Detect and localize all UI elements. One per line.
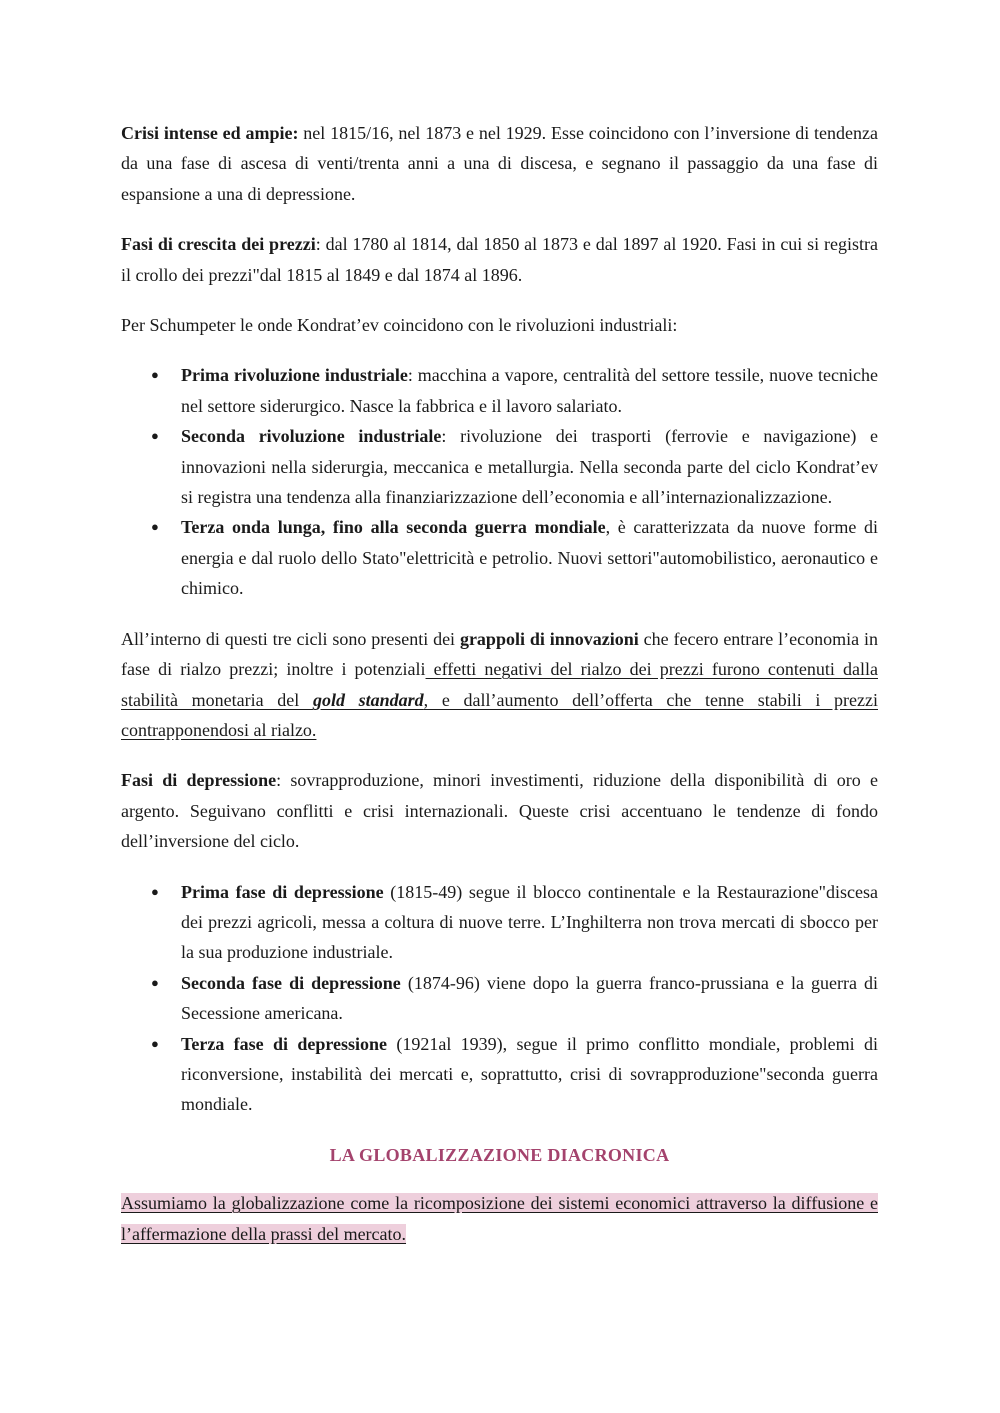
paragraph-globalizzazione: [121, 1188, 878, 1249]
paragraph-text: : dal 1780 al 1814, dal 1850 al 1873 e dal 1897 al 1920. Fasi in cui si registra il crollo dei prezzi"dal 1815 al 1849 e dal 1874 al 1896.: [121, 234, 878, 285]
list-item: [121, 968, 878, 1029]
bullet-icon: ●: [151, 883, 159, 899]
bullet-icon: ●: [151, 1035, 159, 1051]
bold-term: Fasi di crescita dei prezzi: [121, 234, 316, 255]
bold-term: Terza fase di depressione: [181, 1033, 388, 1054]
bold-term: Fasi di depressione: [121, 770, 277, 791]
section-heading: LA GLOBALIZZAZIONE DIACRONICA: [329, 1144, 670, 1165]
list-item: [121, 421, 878, 512]
bold-term: Prima rivoluzione industriale: [181, 365, 408, 386]
highlighted-text: Assumiamo la globalizzazione come la ricomposizione dei sistemi economici attraverso la diffusione e l’affermazione della prassi del mercato.: [121, 1193, 878, 1244]
list-item: [121, 360, 878, 421]
bold-term: Seconda fase di depressione: [181, 972, 401, 993]
bullet-icon: ●: [151, 367, 159, 383]
paragraph-schumpeter: Per Schumpeter le onde Kondrat’ev coincidono con le rivoluzioni industriali:: [121, 315, 678, 336]
bold-term: grappoli di innovazioni: [459, 628, 639, 649]
list-text: : macchina a vapore, centralità del settore tessile, nuove tecniche nel settore siderurgico. Nasce la fabbrica e il lavoro salariato.: [181, 365, 878, 416]
bold-term: Terza onda lunga, fino alla seconda guerra mondiale: [181, 517, 606, 538]
underlined-text: effetti negativi del rialzo dei prezzi furono contenuti dalla stabilità monetaria del: [121, 659, 878, 710]
document-page: [121, 118, 878, 1269]
paragraph-fasi-crescita: [121, 229, 878, 290]
list-item: [121, 877, 878, 968]
paragraph-crisi: [121, 118, 878, 209]
gold-standard-term: gold standard: [312, 689, 424, 710]
paragraph-grappoli: [121, 624, 878, 746]
paragraph-text: che fecero entrare l’economia in fase di rialzo prezzi; inoltre i potenziali: [121, 628, 878, 680]
list-depressioni: [121, 877, 878, 1120]
paragraph-text: nel 1815/16, nel 1873 e nel 1929. Esse coincidono con l’inversione di tendenza da una fase di ascesa di venti/trenta anni a una di discesa, e segnano il passaggio da una fase di espansione a una di depressione.: [121, 123, 879, 204]
bullet-icon: ●: [151, 519, 159, 535]
paragraph-text: All’interno di questi tre cicli sono presenti dei: [121, 628, 460, 649]
paragraph-text: : sovrapproduzione, minori investimenti, riduzione della disponibilità di oro e argento. Seguivano conflitti e crisi internazionali. Queste crisi accentuano le tendenze di fondo dell’inversione del ciclo.: [121, 770, 879, 852]
bold-term: Seconda rivoluzione industriale: [181, 426, 442, 447]
list-text: , è caratterizzata da nuove forme di energia e dal ruolo dello Stato"elettricità e petrolio. Nuovi settori"automobilistico, aeronautico e chimico.: [181, 517, 878, 599]
bold-term: Prima fase di depressione: [181, 881, 384, 902]
list-text: (1815-49) segue il blocco continentale e la Restaurazione"discesa dei prezzi agricoli, messa a coltura di nuove terre. L’Inghilterra non trova mercati di sbocco per la sua produzione industriale.: [181, 881, 879, 963]
bullet-icon: ●: [151, 428, 159, 444]
bold-term: Crisi intense ed ampie:: [121, 123, 299, 143]
list-text: : rivoluzione dei trasporti (ferrovie e navigazione) e innovazioni nella siderurgia, meccanica e metallurgia. Nella seconda parte del ciclo Kondrat’ev si registra una tendenza alla finanziarizzazione dell’economia e all’internazionalizzazione.: [181, 426, 879, 508]
bullet-icon: ●: [151, 974, 159, 990]
underlined-text: , e dall’aumento dell’offerta che tenne stabili i prezzi contrapponendosi al rialzo.: [121, 689, 878, 740]
list-item: [121, 1029, 878, 1120]
paragraph-depressione: [121, 765, 878, 856]
list-text: (1874-96) viene dopo la guerra franco-prussiana e la guerra di Secessione americana.: [181, 972, 879, 1024]
list-rivoluzioni: [121, 360, 878, 603]
list-text: (1921al 1939), segue il primo conflitto mondiale, problemi di riconversione, instabilità dei mercati e, soprattutto, crisi di sovrapproduzione"seconda guerra mondiale.: [181, 1033, 878, 1115]
list-item: [121, 512, 878, 603]
